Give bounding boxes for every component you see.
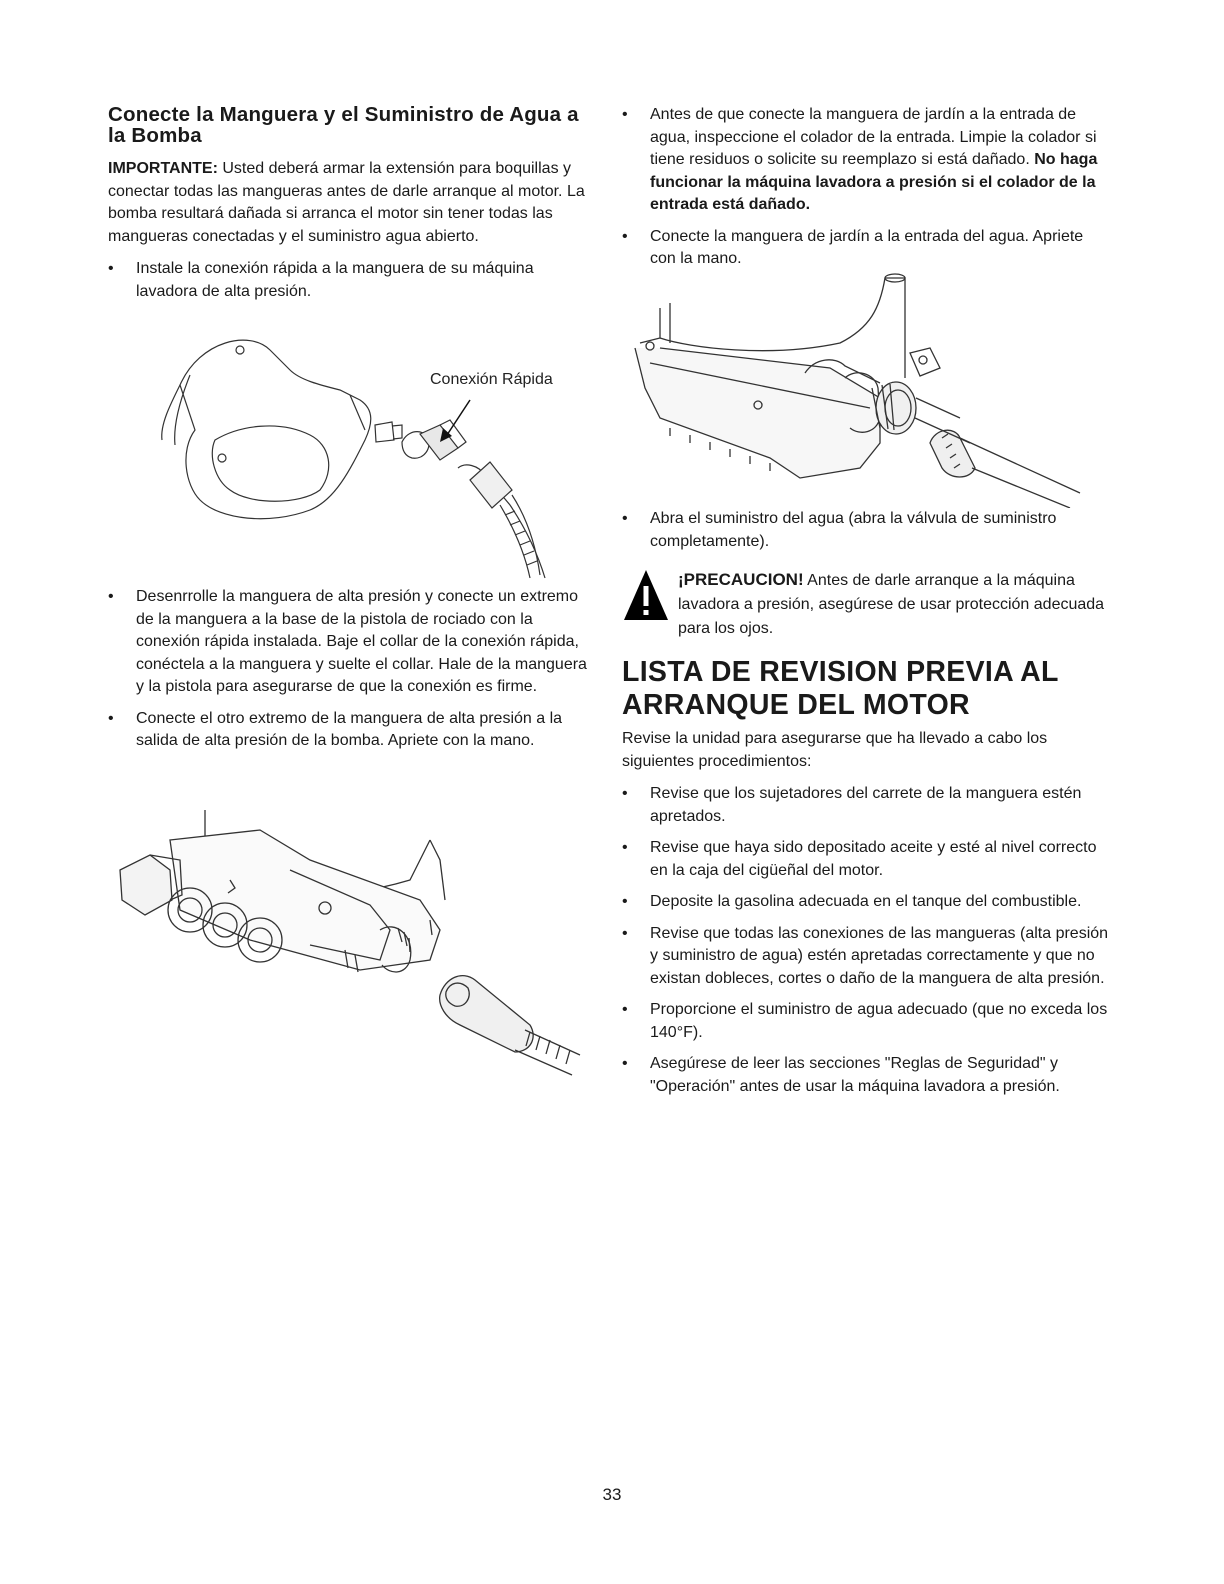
pump-outlet-illustration xyxy=(110,800,590,1080)
bullet-icon: • xyxy=(622,510,628,527)
left-column-middle xyxy=(108,586,588,762)
bullet-icon: • xyxy=(108,260,114,277)
checklist-heading-line-2: ARRANQUE DEL MOTOR xyxy=(622,689,970,721)
right-column-middle xyxy=(622,508,1112,562)
bullet-icon: • xyxy=(622,839,628,856)
bullet-icon: • xyxy=(108,709,114,727)
caution-text-block xyxy=(678,568,1108,641)
caution-text: Antes de darle arranque a la máquina lavadora a presión, asegúrese de usar protección adecuada para los ojos. xyxy=(678,572,1105,637)
bullet-icon: • xyxy=(622,785,628,802)
warning-triangle-icon xyxy=(622,568,670,622)
list-item-text: Abra el suministro del agua (abra la válvula de suministro completamente). xyxy=(650,510,1057,550)
list-item xyxy=(622,508,1112,553)
list-item-text: Proporcione el suministro de agua adecuado (que no exceda los 140°F). xyxy=(650,1001,1108,1041)
list-item xyxy=(622,891,1112,914)
list-item xyxy=(622,1053,1112,1098)
bullet-icon: • xyxy=(108,588,114,605)
checklist-section xyxy=(622,728,1112,1107)
list-item-text: Asegúrese de leer las secciones "Reglas de Seguridad" y "Operación" antes de usar la máquina lavadora a presión. xyxy=(650,1055,1060,1095)
list-item-text: Antes de que conecte la manguera de jardín a la entrada de agua, inspeccione el colador de la entrada. Limpie la colador si tiene residuos o solicite su reemplazo si está dañado. xyxy=(650,106,1097,168)
left-bullets-top xyxy=(108,258,588,303)
bullet-icon: • xyxy=(622,227,628,245)
list-item xyxy=(622,999,1112,1044)
list-item-text: Conecte la manguera de jardín a la entrada del agua. Apriete con la mano. xyxy=(650,227,1084,267)
right-bullets-top xyxy=(622,104,1112,271)
right-bullets-middle xyxy=(622,508,1112,553)
pump-inlet-illustration xyxy=(630,268,1100,508)
checklist xyxy=(622,783,1112,1098)
list-item-text: Revise que los sujetadores del carrete de la manguera estén apretados. xyxy=(650,785,1082,825)
page-number: 33 xyxy=(602,1485,622,1504)
section-heading-connect: Conecte la Manguera y el Suministro de Agua a la Bomba xyxy=(108,103,579,147)
checklist-intro: Revise la unidad para asegurarse que ha llevado a cabo los siguientes procedimientos: xyxy=(622,730,1048,770)
list-item xyxy=(108,258,588,303)
bullet-icon: • xyxy=(622,1055,628,1072)
checklist-heading xyxy=(622,656,1102,722)
checklist-heading-line-1: LISTA DE REVISION PREVIA AL xyxy=(622,656,1059,688)
list-item xyxy=(622,783,1112,828)
important-paragraph xyxy=(108,158,588,248)
important-text: Usted deberá armar la extensión para boquillas y conectar todas las mangueras antes de darle arranque al motor. La bomba resultará dañada si arranca el motor sin tener todas las mangueras conectadas y el suministro agua abierto. xyxy=(108,160,585,245)
list-item xyxy=(622,226,1112,271)
list-item-text: Conecte el otro extremo de la manguera de alta presión a la salida de alta presión de la bomba. Apriete con la mano. xyxy=(136,709,563,749)
quick-connect-label: Conexión Rápida xyxy=(430,371,553,388)
list-item-text: Revise que todas las conexiones de las mangueras (alta presión y suministro de agua) estén apretadas correctamente y que no existan dobleces, cortes o daño de la manguera de alta presión. xyxy=(650,924,1109,987)
list-item xyxy=(622,837,1112,882)
bullet-icon: • xyxy=(622,924,628,942)
left-bullets-middle xyxy=(108,586,588,753)
left-column xyxy=(108,104,588,312)
list-item xyxy=(622,104,1112,217)
list-item xyxy=(108,708,588,753)
bullet-icon: • xyxy=(622,1001,628,1018)
list-item xyxy=(622,923,1112,991)
list-item-text: Instale la conexión rápida a la manguera de su máquina lavadora de alta presión. xyxy=(136,260,534,300)
list-item-bold-text: No haga funcionar la máquina lavadora a presión si el colador de la entrada está dañado. xyxy=(650,151,1098,213)
caution-label: ¡PRECAUCION! xyxy=(678,570,804,589)
spray-gun-illustration xyxy=(140,330,590,595)
important-label: IMPORTANTE: xyxy=(108,160,218,177)
list-item-text: Deposite la gasolina adecuada en el tanque del combustible. xyxy=(650,893,1082,910)
bullet-icon: • xyxy=(622,106,628,123)
bullet-icon: • xyxy=(622,893,628,910)
list-item-text: Desenrrolle la manguera de alta presión y conecte un extremo de la manguera a la base de la pistola de rociado con la conexión rápida instalada. Baje el collar de la conexión rápida, conéctela a la manguera y suelte el collar. Hale de la manguera y la pistola para asegurarse de que la conexión es firme. xyxy=(136,588,587,695)
list-item-text: Revise que haya sido depositado aceite y esté al nivel correcto en la caja del cigüeñal del motor. xyxy=(650,839,1097,879)
list-item xyxy=(108,586,588,699)
right-column xyxy=(622,104,1112,280)
